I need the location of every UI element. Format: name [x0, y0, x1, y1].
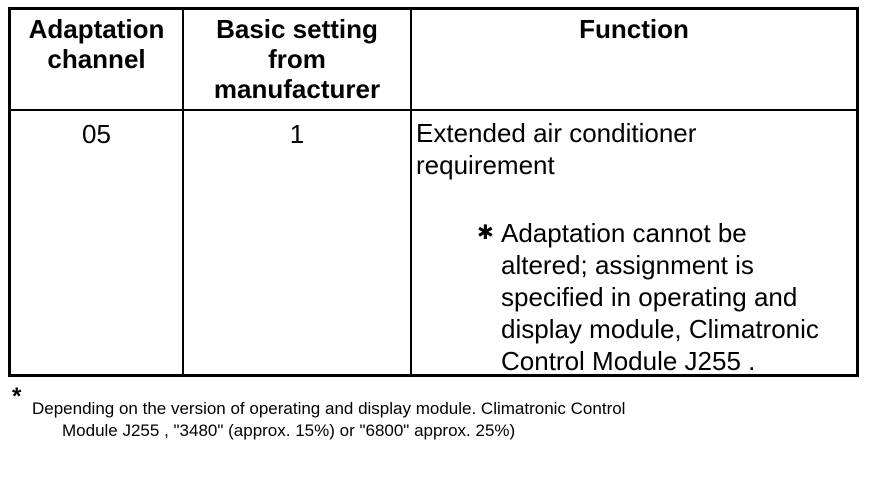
header-channel-line1: Adaptation — [28, 14, 165, 44]
header-function-label: Function — [579, 14, 689, 44]
function-description-line2: requirement — [416, 150, 555, 180]
header-basic-line1: Basic setting — [216, 14, 378, 44]
header-basic-setting — [183, 10, 411, 110]
footnote — [12, 383, 872, 442]
header-basic-line2: from — [268, 44, 326, 74]
cell-function — [411, 110, 856, 377]
note-line: altered; assignment is — [501, 250, 754, 280]
table-row — [11, 110, 856, 377]
footnote-line2: Module J255 , "3480" (approx. 15%) or "6800" approx. 25%) — [62, 421, 516, 440]
header-adaptation-channel — [11, 10, 183, 110]
footnote-asterisk-icon: * — [12, 383, 22, 410]
cell-channel: 05 — [11, 110, 183, 377]
table-header-row — [11, 10, 856, 110]
note-line: specified in operating and — [501, 282, 798, 312]
header-channel-line2: channel — [47, 44, 146, 74]
header-function — [411, 10, 856, 110]
function-note — [477, 217, 856, 377]
cell-basic-setting: 1 — [183, 110, 411, 377]
adaptation-table-frame — [8, 7, 859, 377]
adaptation-table — [11, 10, 856, 377]
note-line: Control Module J255 . — [501, 346, 756, 376]
note-line: display module, Climatronic — [501, 314, 819, 344]
note-line: Adaptation cannot be — [501, 218, 747, 248]
footnote-line1: Depending on the version of operating and display module. Climatronic Control — [32, 399, 626, 418]
header-basic-line3: manufacturer — [213, 74, 381, 104]
asterisk-bullet-icon: ✱ — [477, 222, 494, 244]
function-description-line1: Extended air conditioner — [416, 118, 697, 148]
